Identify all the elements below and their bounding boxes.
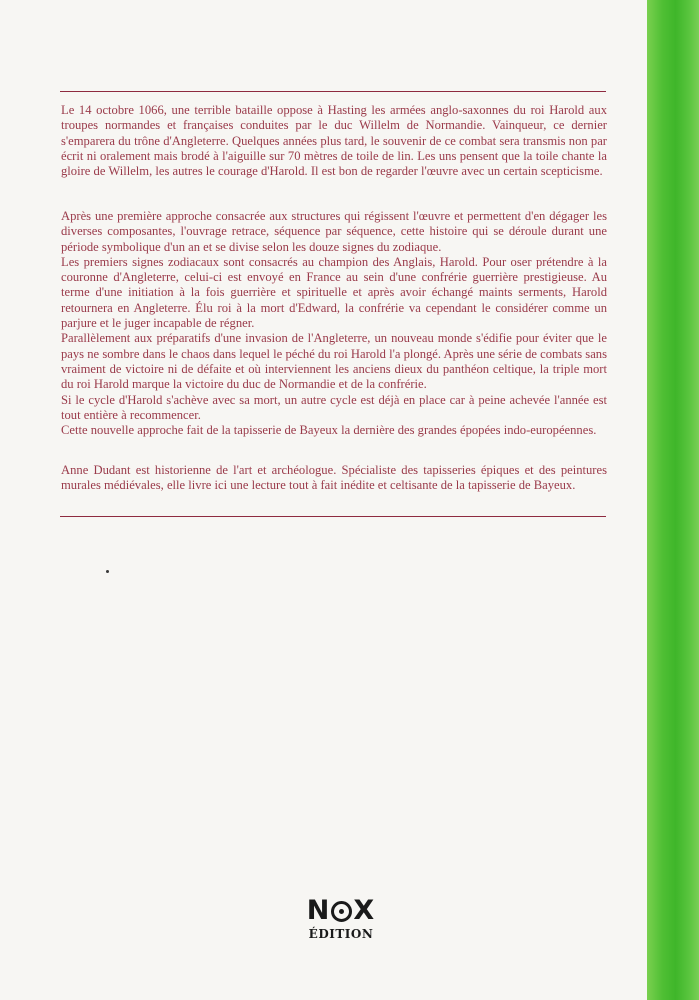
publisher-logo bbox=[300, 896, 382, 941]
synopsis-paragraph: Parallèlement aux préparatifs d'une invasion de l'Angleterre, un nouveau monde s'édifie pour éviter que le pays ne sombre dans le chaos dans lequel le péché du roi Harold l'a plongé. Après une série de combats sans vraiment de victoire ni de défaite et où interviennent les anciens dieux du panthéon celtique, la triple mort du roi Harold marque la victoire du duc de Normandie et de la confrérie. bbox=[61, 331, 607, 392]
synopsis-block bbox=[61, 209, 607, 438]
eye-icon bbox=[331, 901, 352, 922]
synopsis-paragraph: Les premiers signes zodiacaux sont consacrés au champion des Anglais, Harold. Pour oser prétendre à la couronne d'Angleterre, celui-ci est envoyé en France au sein d'une confrérie guerrière prestigieuse. Au terme d'une initiation à la fois guerrière et spirituelle et après avoir échangé maints serments, Harold retournera en Angleterre. Élu roi à la mort d'Edward, la confrérie va cependant le considérer comme un parjure et le juger incapable de régner. bbox=[61, 254, 607, 331]
author-bio: Anne Dudant est historienne de l'art et archéologue. Spécialiste des tapisseries épiques et des peintures murales médiévales, elle livre ici une lecture tout à fait inédite et celtisante de la tapisserie de Bayeux. bbox=[61, 463, 607, 493]
green-spine bbox=[647, 0, 699, 1000]
logo-letter-x: X bbox=[353, 895, 376, 926]
synopsis-paragraph: Si le cycle d'Harold s'achève avec sa mort, un autre cycle est déjà en place car à peine achevée l'année est tout entière à recommencer. bbox=[61, 392, 607, 422]
top-divider bbox=[60, 91, 606, 92]
intro-paragraph: Le 14 octobre 1066, une terrible bataille oppose à Hasting les armées anglo-saxonnes du roi Harold aux troupes normandes et françaises conduites par le duc Willelm de Normandie. Vainqueur, ce dernier s'emparera du trône d'Angleterre. Quelques années plus tard, le souvenir de ce combat sera transmis non par écrit ni oralement mais brodé à l'aiguille sur 70 mètres de toile de lin. Les uns pensent que la toile chante la gloire de Willelm, les autres le courage d'Harold. Il est bon de regarder l'œuvre avec un certain scepticisme. bbox=[61, 103, 607, 179]
logo-letter-n: N bbox=[306, 895, 331, 926]
speck bbox=[106, 570, 109, 573]
synopsis-paragraph: Après une première approche consacrée aux structures qui régissent l'œuvre et permettent d'en dégager les diverses composantes, l'ouvrage retrace, séquence par séquence, cette histoire qui se déroule durant une période symbolique d'un an et se divise selon les douze signes du zodiaque. bbox=[61, 209, 607, 254]
bottom-divider bbox=[60, 516, 606, 517]
synopsis-paragraph: Cette nouvelle approche fait de la tapisserie de Bayeux la dernière des grandes épopées indo-européennes. bbox=[61, 423, 597, 438]
publisher-name: ÉDITION bbox=[308, 927, 374, 941]
nox-logo-mark bbox=[300, 896, 382, 926]
intro-block bbox=[61, 103, 607, 179]
author-bio-block bbox=[61, 463, 607, 494]
